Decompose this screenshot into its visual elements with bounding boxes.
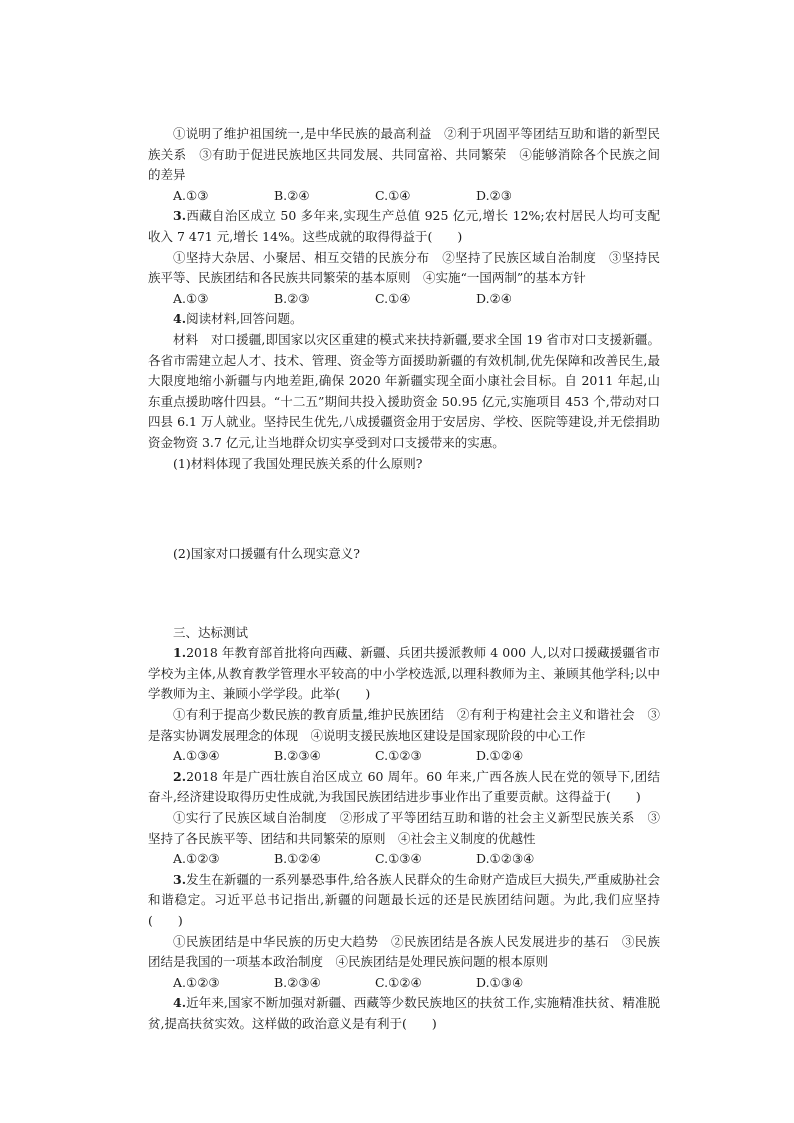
t4-stem-text: 近年来,国家不断加强对新疆、西藏等少数民族地区的扶贫工作,实施精准扶贫、精准脱贫,提高扶贫实效。这样做的政治意义是有利于( ) — [148, 995, 660, 1031]
document-content — [148, 124, 660, 1035]
t2-option-a: A.①②③ — [173, 851, 220, 867]
t3-stem-text: 发生在新疆的一系列暴恐事件,给各族人民群众的生命财产造成巨大损失,严重威胁社会和谐稳定。习近平总书记指出,新疆的问题最长远的还是民族团结问题。为此,我们应坚持( ) — [148, 871, 660, 928]
t1-option-a: A.①③④ — [173, 748, 220, 764]
q3-option-b: B.②③ — [274, 290, 310, 306]
t1-statements: ①有利于提高少数民族的教育质量,维护民族团结 ②有利于构建社会主义和谐社会 ③是落实协调发展理念的体现 ④说明支援民族地区建设是国家现阶段的中心工作 — [148, 707, 660, 743]
t3-option-b: B.②③④ — [274, 974, 321, 990]
answer-space-1 — [148, 474, 660, 544]
t2-stem-text: 2018 年是广西壮族自治区成立 60 周年。60 年来,广西各族人民在党的领导下,团结奋斗,经济建设取得历史性成就,为我国民族团结进步事业作出了重要贡献。这得益于( ) — [148, 768, 660, 805]
t1-option-d: D.①②④ — [476, 748, 524, 764]
q3-stem-text: 西藏自治区成立 50 多年来,实现生产总值 925 亿元,增长 12%;农村居民人均可支配收入 7 471 元,增长 14%。这些成就的取得得益于( ) — [148, 208, 660, 244]
q2-option-b: B.②④ — [274, 187, 310, 203]
answer-space-2 — [148, 565, 660, 623]
t1-stem — [148, 643, 660, 705]
t3-stem — [148, 870, 660, 932]
q2-option-a: A.①③ — [173, 187, 209, 203]
t1-option-c: C.①②③ — [375, 748, 422, 764]
q2-statements: ①说明了维护祖国统一,是中华民族的最高利益 ②利于巩固平等团结互助和谐的新型民族关系 ③有助于促进民族地区共同发展、共同富裕、共同繁荣 ④能够消除各个民族之间的差异 — [148, 126, 660, 183]
t2-option-c: C.①③④ — [375, 851, 422, 867]
t2-stem — [148, 767, 660, 808]
t2-options — [148, 849, 660, 870]
q3-statements: ①坚持大杂居、小聚居、相互交错的民族分布 ②坚持了民族区域自治制度 ③坚持民族平等、民族团结和各民族共同繁荣的基本原则 ④实施“一国两制”的基本方针 — [148, 249, 660, 286]
q3-options — [148, 289, 660, 310]
t1-number: 1. — [173, 645, 187, 661]
t3-statements: ①民族团结是中华民族的历史大趋势 ②民族团结是各族人民发展进步的基石 ③民族团结是我国的一项基本政治制度 ④民族团结是处理民族问题的根本原则 — [148, 933, 660, 970]
q3-option-d: D.②④ — [476, 290, 512, 306]
q2-option-d: D.②③ — [476, 187, 512, 203]
t2-option-b: B.①②④ — [274, 851, 321, 867]
t3-option-a: A.①②③ — [173, 974, 220, 990]
section-title: 三、达标测试 — [173, 624, 249, 640]
q3-option-a: A.①③ — [173, 290, 209, 306]
q4-stem-text: 阅读材料,回答问题。 — [186, 311, 303, 327]
t1-option-b: B.②③④ — [274, 748, 321, 764]
t1-stem-text: 2018 年教育部首批将向西藏、新疆、兵团共援派教师 4 000 人,以对口援藏援疆省市学校为主体,从教育教学管理水平较高的中小学校选派,以理科教师为主、兼顾其他学科;以中学教师为主、兼顾小学学段。此举( ) — [148, 645, 660, 702]
t1-options — [148, 746, 660, 767]
t4-stem — [148, 993, 660, 1034]
t3-number: 3. — [173, 871, 187, 887]
t2-number: 2. — [173, 768, 187, 784]
q4-number: 4. — [173, 311, 187, 327]
t3-options — [148, 973, 660, 994]
t4-number: 4. — [173, 995, 187, 1011]
q4-material: 材料 对口援疆,即国家以灾区重建的模式来扶持新疆,要求全国 19 省市对口支援新疆。各省市需建立起人才、技术、管理、资金等方面援助新疆的有效机制,优先保障和改善民生,最大限度地缩小新疆与内地差距,确保 2020 年新疆实现全面小康社会目标。自 2011 年起,山东重点援助喀什四县。“十二五”期间共投入援助资金 50.95 亿元,实施项目 453 个,带动对口四县 6.1 万人就业。坚持民生优先,八成援疆资金用于安居房、学校、医院等建设,并无偿捐助资金物资 3.7 亿元,让当地群众切实享受到对口支援带来的实惠。 — [148, 331, 660, 450]
q3-option-c: C.①④ — [375, 290, 411, 306]
q4-subquestion-1: (1)材料体现了我国处理民族关系的什么原则? — [173, 455, 423, 471]
t2-statements: ①实行了民族区域自治制度 ②形成了平等团结互助和谐的社会主义新型民族关系 ③坚持了各民族平等、团结和共同繁荣的原则 ④社会主义制度的优越性 — [148, 810, 660, 846]
q2-options — [148, 186, 660, 207]
q4-subquestion-2: (2)国家对口援疆有什么现实意义? — [173, 546, 360, 562]
t3-option-d: D.①③④ — [476, 974, 524, 990]
q4-stem — [148, 309, 660, 330]
t3-option-c: C.①②④ — [375, 974, 422, 990]
q3-number: 3. — [173, 208, 187, 224]
t2-option-d: D.①②③④ — [476, 851, 535, 867]
q3-stem — [148, 206, 660, 247]
q2-option-c: C.①④ — [375, 187, 411, 203]
